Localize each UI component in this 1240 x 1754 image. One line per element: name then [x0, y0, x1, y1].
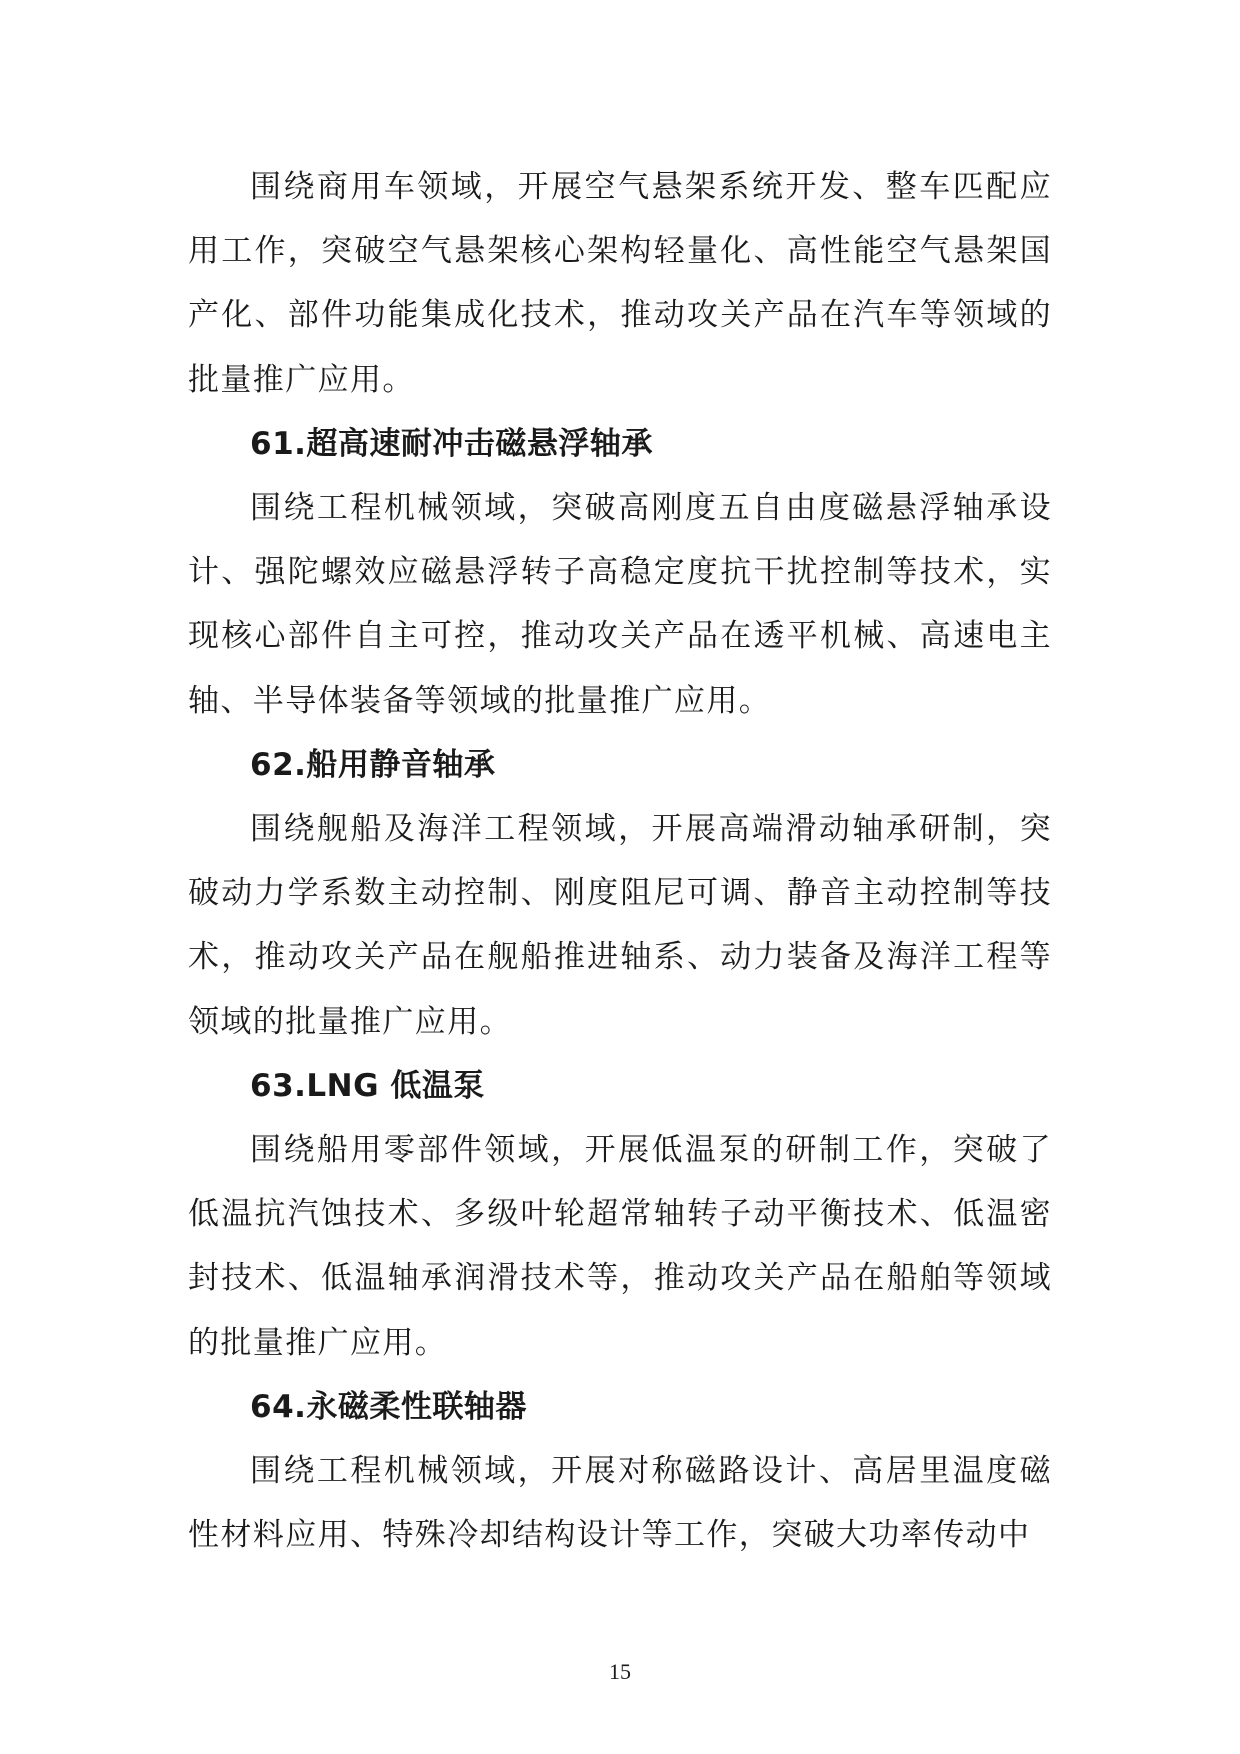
section-heading-61: 61.超高速耐冲击磁悬浮轴承	[250, 425, 653, 462]
document-body	[188, 155, 1052, 1567]
page-number: 15	[609, 1659, 631, 1684]
paragraph-magnetic-bearing: 围绕工程机械领域，突破高刚度五自由度磁悬浮轴承设计、强陀螺效应磁悬浮转子高稳定度抗干扰控制等技术，实现核心部件自主可控，推动攻关产品在透平机械、高速电主轴、半导体装备等领域的批量推广应用。	[188, 490, 1052, 719]
paragraph-lng-cryogenic-pump: 围绕船用零部件领域，开展低温泵的研制工作，突破了低温抗汽蚀技术、多级叶轮超常轴转子动平衡技术、低温密封技术、低温轴承润滑技术等，推动攻关产品在船舶等领域的批量推广应用。	[188, 1132, 1052, 1361]
paragraph-commercial-vehicle-air-suspension: 围绕商用车领域，开展空气悬架系统开发、整车匹配应用工作，突破空气悬架核心架构轻量化、高性能空气悬架国产化、部件功能集成化技术，推动攻关产品在汽车等领域的批量推广应用。	[188, 169, 1052, 398]
section-heading-62: 62.船用静音轴承	[250, 746, 496, 783]
paragraph-marine-quiet-bearing: 围绕舰船及海洋工程领域，开展高端滑动轴承研制，突破动力学系数主动控制、刚度阻尼可调、静音主动控制等技术，推动攻关产品在舰船推进轴系、动力装备及海洋工程等领域的批量推广应用。	[188, 811, 1052, 1040]
section-heading-64: 64.永磁柔性联轴器	[250, 1388, 527, 1425]
paragraph-permanent-magnet-coupling: 围绕工程机械领域，开展对称磁路设计、高居里温度磁性材料应用、特殊冷却结构设计等工作，突破大功率传动中	[188, 1453, 1052, 1554]
section-heading-63: 63.LNG 低温泵	[250, 1067, 485, 1104]
